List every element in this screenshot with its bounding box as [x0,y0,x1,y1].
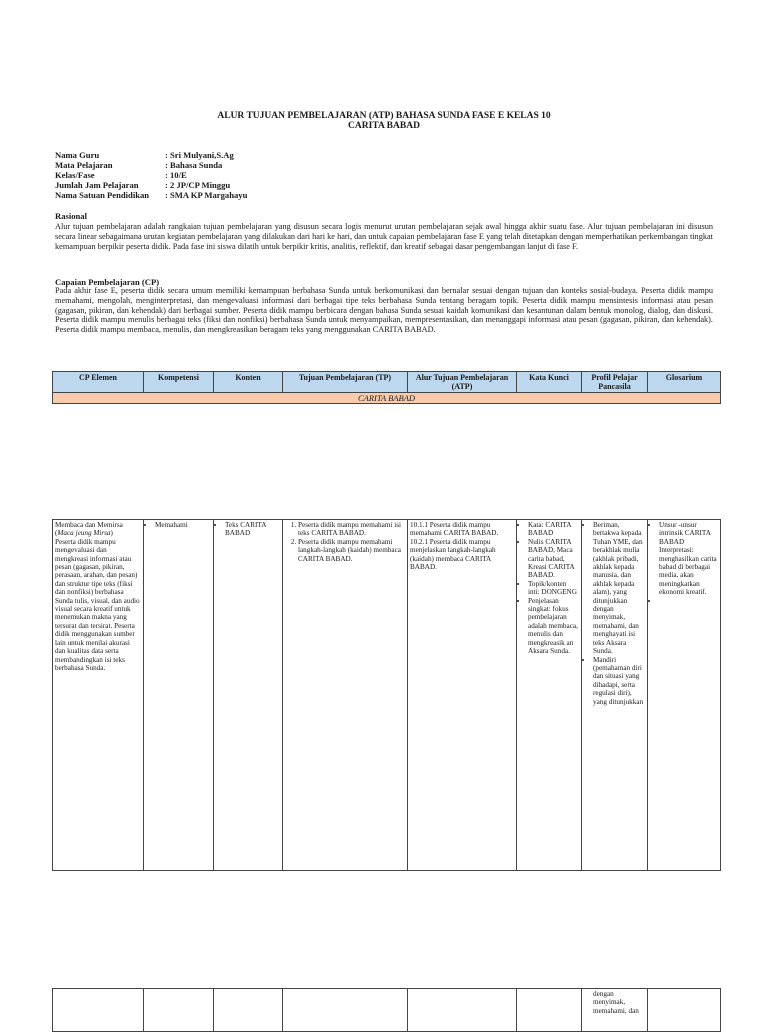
cell-kompetensi [144,520,214,871]
cell-atp [408,989,517,1032]
header-atp: Alur Tujuan Pembelajaran (ATP) [408,372,517,393]
glosarium-label: Interpretasi: [659,546,694,555]
info-row [55,190,247,200]
info-label: Nama Satuan Pendidikan [55,190,150,200]
glosarium-text: menghasilkan carita babad di berbagai media, akan meningkatkan ekonomi kreatif. [659,554,717,597]
info-value: : Bahasa Sunda [165,160,223,170]
cell-atp [408,520,517,871]
info-row [55,150,247,160]
info-value: : SMA KP Margahayu [165,190,248,200]
rasional-title: Rasional [55,211,87,221]
cell-tp [283,989,408,1032]
teacher-info [55,150,247,200]
cell-tp [283,520,408,871]
cell-konten [214,520,283,871]
cell-glosarium [648,989,721,1032]
info-value: : 2 JP/CP Minggu [165,180,231,190]
capaian-text: Pada akhir fase E, peserta didik secara umum memiliki kemampuan berbahasa Sunda untuk berkomunikasi dan bernalar sesuai dengan tujuan dan konteks sosial-budaya. Peserta didik mampu memahami, mengolah, menginterpretasi, dan mengevaluasi informasi dari berbagai tipe teks berbahasa Sunda tentang beragam topik. Peserta didik mampu mensintesis informasi atau pesan (gagasan, pikiran, dan kehendak) dari berbagai sumber. Peserta didik mampu berbicara dengan bahasa Sunda sesuai kaidah komunikasi dan kesantunan dalam bentuk monolog, dialog, dan diskusi. Peserta didik mampu menulis berbagai teks (fiksi dan nonfiksi) berbahasa Sunda untuk menyampaikan, mempresentasikan, dan menanggapi informasi atau pesan (gagasan, pikiran, dan kehendak). Peserta didik mampu membaca, menulis, dan mengkreasikan beragam teks yang menggunakan CARITA BABAD. [55,286,713,335]
table-row [53,520,721,871]
table-row [53,989,721,1032]
cell-kata-kunci [517,520,582,871]
document-title: ALUR TUJUAN PEMBELAJARAN (ATP) BAHASA SUNDA FASE E KELAS 10 [217,111,551,121]
elemen-close: ) [110,529,113,538]
glosarium-item: Unsur -unsur intrinsik CARITA BABAD [659,521,711,546]
header-cp-elemen: CP Elemen [53,372,144,393]
atp-item: 10.1.1 Peserta didik mampu memahami CARITA BABAD. [410,521,499,538]
info-label: Nama Guru [55,150,100,160]
cell-profil [582,520,648,871]
capaian-title: Capaian Pembelajaran (CP) [55,277,160,287]
info-label: Kelas/Fase [55,170,95,180]
info-row [55,160,247,170]
cell-cp-elemen [53,520,144,871]
cell-glosarium [648,520,721,871]
list-item: • Mandiri (pemahaman diri dan situasi yang dihadapi, serta regulasi diri), yang ditunjukkan [593,656,645,706]
header-kata-kunci: Kata Kunci [517,372,582,393]
profil-continued: dengan menyimak, memahami, dan [593,990,639,1015]
elemen-title: Membaca dan Memirsa ( [55,521,123,538]
info-label: Jumlah Jam Pelajaran [55,180,139,190]
atp-item: 10.2.1 Peserta didik mampu menjelaskan langkah-langkah (kaidah) membaca CARITA BABAD. [410,537,496,572]
cell-kompetensi [144,989,214,1032]
header-glosarium: Glosarium [648,372,721,393]
list-item: • Beriman, bertakwa kepada Tuhan YME, dan berakhlak mulia (akhlak pribadi, akhlak kepada manusia, dan akhlak kepada alam), yang ditunjukkan dengan menyimak, memahami, dan menghayati isi teks Aksara Sunda. [593,521,645,656]
rasional-text: Alur tujuan pembelajaran adalah rangkaian tujuan pembelajaran yang disusun secara logis menurut urutan pembelajaran sejak awal hingga akhir suatu fase. Alur tujuan pembelajaran ini disusun secara linear sebagaimana urutan kegiatan pembelajaran yang dilakukan dari hari ke hari, dan untuk capaian pembelajaran fase E yang telah ditetapkan dengan memperhatikan perkembangan tingkat kemampuan berpikir peserta didik. Pada fase ini siswa dilatih untuk berpikir kritis, analitis, reflektif, dan kreatif sebagai dasar pengembangan lanjut di fase F. [55,222,713,251]
atp-header-table [52,371,721,404]
info-value: : 10/E [165,170,187,180]
list-item: • Nulis CARITA BABAD, Maca carita babad, Kreasi CARITA BABAD. [528,538,579,580]
subheader-carita-babad: CARITA BABAD [53,393,721,404]
atp-continued-table [52,988,721,1032]
list-item: 1. Peserta didik mampu memahami isi teks CARITA BABAD. [298,521,405,538]
info-row [55,180,247,190]
list-item: • Teks CARITA BABAD [225,521,280,538]
cell-profil [582,989,648,1032]
elemen-heading [55,521,141,538]
info-value: : Sri Mulyani,S.Ag [165,150,234,160]
list-item: 2. Peserta didik mampu memahami langkah-langkah (kaidah) membaca CARITA BABAD. [298,538,405,563]
elemen-text: Peserta didik mampu mengevaluasi dan mengkreasi informasi atau pesan (gagasan, pikiran, perasaan, arahan, dan pesan) dan struktur tipe teks (fiksi dan nonfiksi) berbahasa Sunda tulis, visual, dan audio visual secara kreatif untuk menemukan makna yang tersurat dan tersirat. Peserta didik menggunakan sumber lain untuk menilai akurasi dan kualitas data serta membandingkan isi teks berbahasa Sunda. [55,537,140,672]
list-item: • Penjelasan singkat: fokus pembelajaran adalah membaca, menulis dan mengkreasik an Aksara Sunda. [528,597,579,656]
list-item: • Topik/konten inti: DONGENG [528,580,579,597]
header-tp: Tujuan Pembelajaran (TP) [283,372,408,393]
info-label: Mata Pelajaran [55,160,113,170]
cell-cp-elemen [53,989,144,1032]
cell-konten [214,989,283,1032]
header-konten: Konten [214,372,283,393]
list-item: • Kata: CARITA BABAD [528,521,579,538]
header-profil: Profil Pelajar Pancasila [582,372,648,393]
list-item: • Memahami [155,521,211,529]
list-item [659,597,718,605]
info-row [55,170,247,180]
document-subtitle: CARITA BABAD [348,121,420,131]
elemen-italic: Maca jeung Mirsa [57,529,111,538]
header-kompetensi: Kompetensi [144,372,214,393]
cell-kata-kunci [517,989,582,1032]
atp-content-table [52,519,721,871]
list-item [659,521,718,597]
